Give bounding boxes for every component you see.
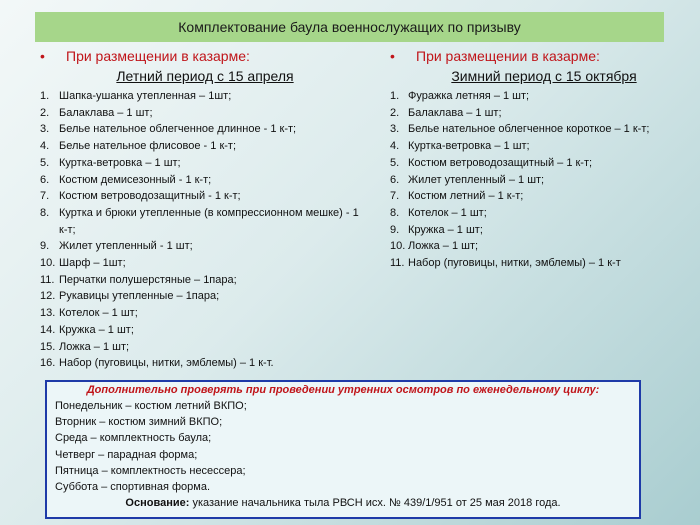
item-text: Котелок – 1 шт; xyxy=(59,307,138,320)
item-number: 10. xyxy=(40,257,56,270)
list-item xyxy=(390,222,690,239)
list-item xyxy=(40,205,360,238)
list-item xyxy=(40,272,360,289)
list-item xyxy=(40,305,360,322)
list-item xyxy=(390,138,690,155)
item-number: 5. xyxy=(40,156,50,169)
item-number: 12. xyxy=(40,290,56,303)
item-number: 5. xyxy=(390,156,400,169)
item-text: Костюм ветроводозащитный - 1 к-т; xyxy=(59,190,241,203)
right-item-list xyxy=(390,88,690,272)
list-item xyxy=(40,255,360,272)
item-number: 3. xyxy=(390,123,400,136)
item-number: 16. xyxy=(40,357,56,370)
right-heading xyxy=(390,47,690,65)
item-number: 13. xyxy=(40,307,56,320)
left-period: Летний период с 15 апреля xyxy=(116,68,294,84)
item-text: Перчатки полушерстяные – 1пара; xyxy=(59,273,237,286)
item-text: Белье нательное облегченное длинное - 1 к-т; xyxy=(59,123,297,136)
item-text: Котелок – 1 шт; xyxy=(408,206,487,219)
item-text: Куртка-ветровка – 1 шт; xyxy=(408,140,530,153)
item-number: 4. xyxy=(390,140,400,153)
item-text: Шарф – 1шт; xyxy=(59,257,126,270)
item-number: 8. xyxy=(40,206,50,219)
right-period: Зимний период с 15 октября xyxy=(451,68,637,84)
item-text: Костюм демисезонный - 1 к-т; xyxy=(59,173,212,186)
weekly-check-line: Пятница – комплектность несессера; xyxy=(55,464,246,477)
item-number: 6. xyxy=(390,173,400,186)
left-item-list xyxy=(40,88,360,372)
page-title: Комплектование баула военнослужащих по призыву xyxy=(178,19,521,35)
item-text: Балаклава – 1 шт; xyxy=(59,106,153,119)
item-text: Костюм ветроводозащитный – 1 к-т; xyxy=(408,156,593,169)
item-number: 6. xyxy=(40,173,50,186)
title-bar xyxy=(35,12,664,42)
item-number: 2. xyxy=(390,106,400,119)
list-item xyxy=(390,255,690,272)
item-text: Набор (пуговицы, нитки, эмблемы) – 1 к-т. xyxy=(59,357,274,370)
list-item xyxy=(390,188,690,205)
list-item xyxy=(40,188,360,205)
list-item xyxy=(390,88,690,105)
bullet-icon: • xyxy=(390,48,395,64)
weekly-check-line: Понедельник – костюм летний ВКПО; xyxy=(55,400,247,412)
item-number: 1. xyxy=(40,90,50,102)
weekly-check-line: Суббота – спортивная форма. xyxy=(55,481,211,494)
list-item xyxy=(40,138,360,155)
item-text: Костюм летний – 1 к-т; xyxy=(408,190,524,203)
basis-text: указание начальника тыла РВСН исх. № 439/1/951 от 25 мая 2018 года. xyxy=(189,497,561,510)
item-text: Куртка и брюки утепленные (в компрессионном мешке) - 1 к-т; xyxy=(59,206,359,236)
item-number: 7. xyxy=(40,190,50,203)
list-item xyxy=(40,288,360,305)
item-number: 8. xyxy=(390,206,400,219)
item-number: 2. xyxy=(40,106,50,119)
item-text: Балаклава – 1 шт; xyxy=(408,106,502,119)
list-item xyxy=(390,121,690,138)
list-item xyxy=(390,105,690,122)
list-item xyxy=(390,238,690,255)
item-number: 10. xyxy=(390,240,406,253)
item-text: Белье нательное флисовое - 1 к-т; xyxy=(59,140,237,153)
item-number: 11. xyxy=(40,273,55,286)
list-item xyxy=(390,205,690,222)
basis-label: Основание: xyxy=(125,497,190,510)
list-item xyxy=(40,238,360,255)
item-text: Ложка – 1 шт; xyxy=(59,340,130,353)
basis-note xyxy=(55,495,631,511)
left-heading-text: При размещении в казарме: xyxy=(66,48,250,64)
item-text: Жилет утепленный - 1 шт; xyxy=(59,240,193,253)
weekly-check-line: Вторник – костюм зимний ВКПО; xyxy=(55,416,223,429)
left-column xyxy=(40,47,360,372)
right-column xyxy=(390,47,690,272)
item-number: 9. xyxy=(390,223,400,236)
list-item xyxy=(40,121,360,138)
list-item xyxy=(40,88,360,105)
left-heading xyxy=(40,47,360,65)
item-number: 3. xyxy=(40,123,50,136)
list-item xyxy=(40,105,360,122)
weekly-check-line: Среда – комплектность баула; xyxy=(55,432,212,445)
list-item xyxy=(390,155,690,172)
item-text: Кружка – 1 шт; xyxy=(408,223,483,236)
weekly-check-box xyxy=(45,380,641,519)
item-text: Жилет утепленный – 1 шт; xyxy=(408,173,545,186)
item-number: 7. xyxy=(390,190,400,203)
item-number: 14. xyxy=(40,323,56,336)
list-item xyxy=(390,172,690,189)
item-text: Куртка-ветровка – 1 шт; xyxy=(59,156,181,169)
list-item xyxy=(40,339,360,356)
list-item xyxy=(40,355,360,372)
item-text: Белье нательное облегченное короткое – 1 к-т; xyxy=(408,123,650,136)
item-text: Ложка – 1 шт; xyxy=(408,240,479,253)
item-number: 9. xyxy=(40,240,50,253)
item-text: Шапка-ушанка утепленная – 1шт; xyxy=(59,90,232,102)
list-item xyxy=(40,172,360,189)
item-text: Фуражка летняя – 1 шт; xyxy=(408,90,530,102)
list-item xyxy=(40,155,360,172)
item-text: Кружка – 1 шт; xyxy=(59,323,134,336)
item-number: 1. xyxy=(390,90,400,102)
right-heading-text: При размещении в казарме: xyxy=(416,48,600,64)
list-item xyxy=(40,322,360,339)
weekly-check-heading: Дополнительно проверять при проведении утренних осмотров по еженедельному циклу: xyxy=(86,384,600,396)
item-text: Набор (пуговицы, нитки, эмблемы) – 1 к-т xyxy=(408,257,621,270)
bullet-icon: • xyxy=(40,48,45,64)
item-number: 4. xyxy=(40,140,50,153)
item-number: 15. xyxy=(40,340,56,353)
weekly-check-line: Четверг – парадная форма; xyxy=(55,448,198,461)
item-number: 11. xyxy=(390,257,405,270)
item-text: Рукавицы утепленные – 1пара; xyxy=(59,290,220,303)
